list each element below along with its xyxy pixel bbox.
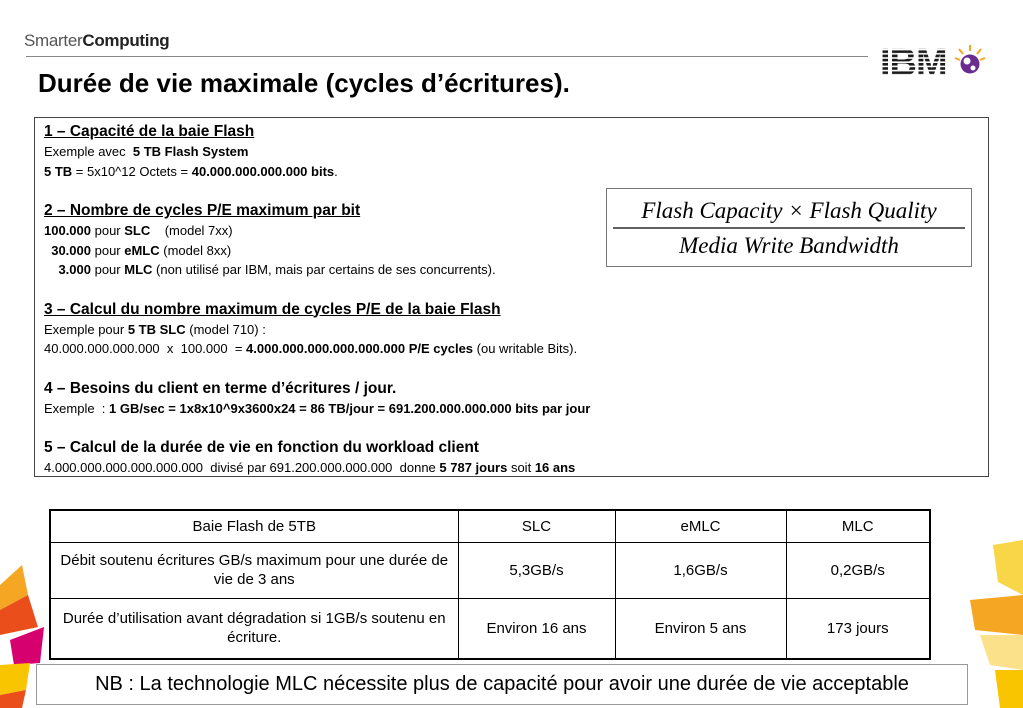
- table-row: [50, 542, 930, 598]
- ibm-logo: [878, 42, 988, 82]
- section-line: [44, 162, 979, 182]
- bold-text: 16 ans: [534, 460, 576, 475]
- section-title: 5 – Calcul de la durée de vie en fonction du workload client: [44, 439, 479, 456]
- bold-text: 5 TB: [44, 163, 73, 179]
- section-line: [44, 458, 979, 478]
- lifetime-table: [49, 509, 931, 660]
- section-line: [44, 320, 979, 340]
- section-gap: [44, 359, 979, 378]
- table-header-cell: eMLC: [615, 510, 786, 542]
- bold-text: SLC: [124, 223, 151, 238]
- bold-text: eMLC: [124, 242, 160, 258]
- section-title: 4 – Besoins du client en terme d’écritures / jour.: [44, 379, 397, 397]
- bold-text: 40.000.000.000.000 bits: [191, 163, 335, 179]
- section-line: [44, 399, 979, 419]
- text-run: Exemple avec: [44, 144, 133, 159]
- text-run: (non utilisé par IBM, mais par certains de ses concurrents).: [152, 262, 496, 277]
- bold-text: MLC: [124, 262, 153, 277]
- bold-text: 5 TB Flash System: [132, 144, 249, 159]
- table-cell: Environ 5 ans: [615, 598, 786, 659]
- text-run: pour: [90, 262, 125, 277]
- ibm-logo-text: IBM: [880, 42, 947, 82]
- table-row: [50, 598, 930, 659]
- table-cell: 173 jours: [786, 598, 930, 659]
- decorative-shapes-right: [960, 540, 1023, 708]
- bold-text: 30.000: [44, 242, 91, 258]
- section-line: [44, 142, 979, 162]
- table-cell: Durée d’utilisation avant dégradation si 1GB/s soutenu en écriture.: [50, 598, 458, 659]
- brand-logo: [24, 31, 169, 51]
- brand-bold-text: Computing: [82, 31, 170, 50]
- section-line: [44, 339, 979, 359]
- bold-text: 5 TB SLC: [127, 321, 186, 337]
- content-box: [34, 117, 989, 477]
- text-run: (model 710) :: [185, 321, 266, 337]
- table-header-cell: SLC: [458, 510, 615, 542]
- text-run: .: [334, 163, 338, 179]
- table-header-cell: Baie Flash de 5TB: [50, 510, 458, 542]
- text-run: pour: [91, 223, 125, 238]
- text-run: (model 8xx): [159, 242, 232, 258]
- header-divider: [26, 56, 868, 57]
- text-run: Exemple pour: [44, 321, 128, 337]
- slide-title: Durée de vie maximale (cycles d’écritures).: [38, 68, 570, 98]
- formula: [607, 189, 971, 266]
- section-gap: [44, 280, 979, 299]
- bold-text: 3.000: [44, 262, 91, 277]
- section-title: 2 – Nombre de cycles P/E maximum par bit: [44, 202, 361, 219]
- decorative-shapes-left: [0, 565, 50, 708]
- bold-text: 100.000: [44, 223, 91, 238]
- text-run: soit: [507, 460, 535, 475]
- text-run: 40.000.000.000.000 x 100.000 =: [44, 341, 247, 356]
- table-cell: 5,3GB/s: [458, 542, 615, 598]
- text-run: Exemple :: [44, 400, 110, 416]
- text-run: = 5x10^12 Octets =: [72, 163, 192, 179]
- smarter-planet-icon: [955, 45, 985, 74]
- formula-numerator: Flash Capacity × Flash Quality: [641, 198, 937, 223]
- text-run: pour: [91, 242, 125, 258]
- bold-text: 5 787 jours: [439, 460, 508, 475]
- text-run: (model 7xx): [150, 223, 233, 238]
- formula-denominator: Media Write Bandwidth: [679, 233, 899, 258]
- bold-text: 4.000.000.000.000.000.000 P/E cycles: [246, 341, 474, 356]
- text-run: 4.000.000.000.000.000.000 divisé par 691.200.000.000.000 donne: [44, 460, 440, 475]
- formula-box: [606, 188, 972, 267]
- table-cell: 1,6GB/s: [615, 542, 786, 598]
- table-cell: Environ 16 ans: [458, 598, 615, 659]
- table-header-cell: MLC: [786, 510, 930, 542]
- bold-text: 1 GB/sec = 1x8x10^9x3600x24 = 86 TB/jour = 691.200.000.000.000 bits par jour: [109, 400, 591, 416]
- table-row: [50, 510, 930, 542]
- section-title: 3 – Calcul du nombre maximum de cycles P/E de la baie Flash: [44, 300, 501, 318]
- text-run: (ou writable Bits).: [473, 341, 578, 356]
- section-title: 1 – Capacité de la baie Flash: [44, 123, 255, 140]
- brand-light-text: Smarter: [24, 31, 83, 50]
- table-cell: 0,2GB/s: [786, 542, 930, 598]
- table-cell: Débit soutenu écritures GB/s maximum pour une durée de vie de 3 ans: [50, 542, 458, 598]
- note-box: NB : La technologie MLC nécessite plus de capacité pour avoir une durée de vie acceptable: [36, 664, 968, 705]
- section-gap: [44, 418, 979, 437]
